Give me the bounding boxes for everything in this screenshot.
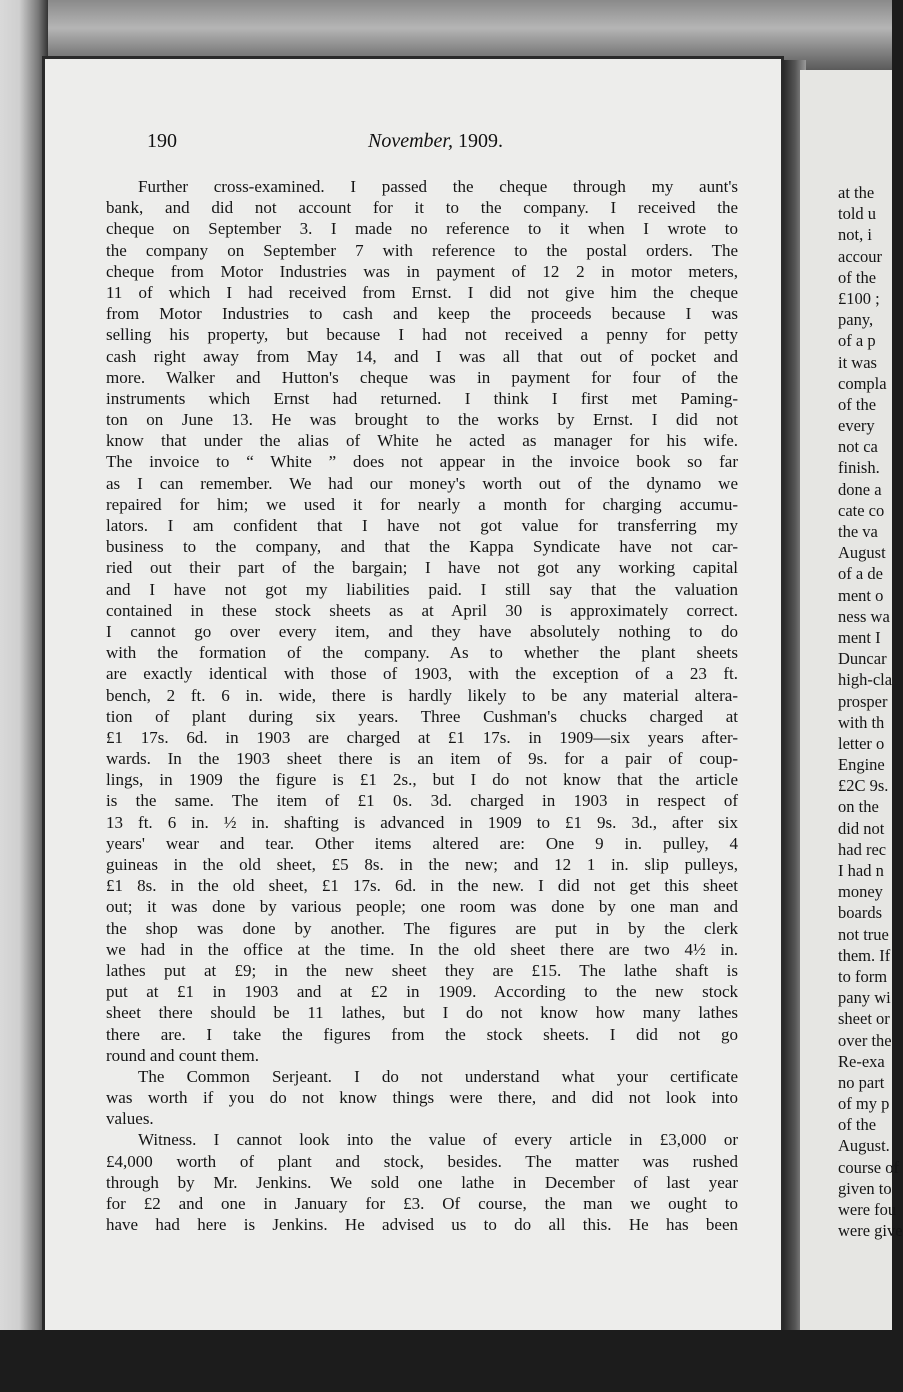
facing-page-fragment: sheet or [838, 1009, 890, 1029]
text-line: through by Mr. Jenkins. We sold one lathe in December of last year [106, 1172, 738, 1192]
facing-page-fragment: them. If [838, 945, 891, 965]
scan-left-edge [0, 0, 48, 1392]
text-line: Witness. I cannot look into the value of every article in £3,000 or [138, 1130, 738, 1150]
facing-page-fragment: at the [838, 183, 875, 202]
text-line: years' wear and tear. Other items altered are: One 9 in. pulley, 4 [106, 833, 738, 853]
text-line: the company on September 7 with reference to the postal orders. The [106, 240, 738, 260]
text-line: instruments which Ernst had returned. I think I first met Paming- [106, 388, 738, 408]
text-line: guineas in the old sheet, £5 8s. in the new; and 12 1 in. slip pulleys, [106, 855, 738, 874]
text-line: The invoice to “ White ” does not appear in the invoice book so far [106, 452, 738, 472]
facing-page-fragment: £2C 9s. [838, 776, 889, 796]
text-line: ried out their part of the bargain; I have not got any working capital [106, 558, 738, 578]
text-line: there are. I take the figures from the stock sheets. I did not go [106, 1024, 738, 1044]
facing-page-fragment: told u [838, 204, 877, 224]
facing-page-fragment: every [838, 416, 875, 436]
text-line: bank, and did not account for it to the company. I received the [106, 198, 738, 218]
facing-page-fragment: on the [838, 797, 879, 817]
facing-page-fragment: Duncar [838, 649, 887, 669]
text-line: was worth if you do not know things were there, and did not look into [106, 1088, 738, 1108]
text-line: repaired for him; we used it for nearly a month for charging accumu- [106, 494, 738, 514]
text-line: out; it was done by various people; one room was done by one man and [106, 897, 738, 917]
facing-page-fragment: of the [838, 1115, 877, 1135]
page-number: 190 [147, 130, 177, 152]
text-line: contained in these stock sheets as at April 30 is approximately correct. [106, 600, 738, 620]
facing-page-fragment: with th [838, 712, 885, 732]
text-line: £4,000 worth of plant and stock, besides. The matter was rushed [106, 1151, 738, 1171]
facing-page-fragment: accour [838, 246, 882, 266]
text-line: lators. I am confident that I have not got value for transferring my [106, 516, 738, 535]
text-line: selling his property, but because I had not received a penny for petty [106, 325, 738, 345]
text-line: 11 of which I had received from Ernst. I did not give him the cheque [106, 282, 738, 302]
text-line: is the same. The item of £1 0s. 3d. charged in 1903 in respect of [106, 791, 738, 811]
facing-page-fragment: the va [838, 522, 878, 541]
facing-page-fragment: no part [838, 1072, 885, 1092]
facing-page-text-fragments [838, 182, 903, 1241]
facing-page-fragment: of my p [838, 1094, 890, 1114]
text-line: cheque from Motor Industries was in payment of 12 2 in motor meters, [106, 261, 738, 281]
text-line: and I have not got my liabilities paid. I still say that the valuation [106, 579, 738, 599]
text-line: from Motor Industries to cash and keep the proceeds because I was [106, 304, 738, 324]
facing-page-fragment: boards [838, 903, 882, 923]
text-line: round and count them. [106, 1045, 259, 1065]
body-text [106, 176, 738, 1235]
facing-page-fragment: compla [838, 373, 887, 393]
text-line: business to the company, and that the Kappa Syndicate have not car- [106, 537, 738, 557]
text-line: lathes put at £9; in the new sheet they are £15. The lathe shaft is [106, 960, 738, 980]
text-line: wards. In the 1903 sheet there is an item of 9s. for a pair of coup- [106, 749, 738, 769]
text-line: I cannot go over every item, and they have absolutely nothing to do [106, 621, 738, 641]
facing-page-fragment: of the [838, 267, 877, 287]
facing-page-fragment: pany, [838, 310, 874, 330]
text-line: ton on June 13. He was brought to the works by Ernst. I did not [106, 410, 738, 430]
text-line: The Common Serjeant. I do not understand what your certificate [138, 1066, 738, 1086]
text-line: have had here is Jenkins. He advised us to do all this. He has been [106, 1215, 738, 1235]
facing-page-fragment: were give [838, 1221, 903, 1241]
facing-page-fragment: of a de [838, 564, 883, 584]
facing-page-fragment: August [838, 543, 886, 563]
facing-page-fragment: over the [838, 1030, 892, 1050]
facing-page-fragment: prosper [838, 691, 888, 711]
facing-page-fragment: not true [838, 924, 889, 944]
facing-page-fragment: pany wi [838, 988, 891, 1008]
scan-bottom-edge [0, 1330, 892, 1392]
facing-page-fragment: money [838, 882, 883, 902]
text-line: £1 8s. in the old sheet, £1 17s. 6d. in the new. I did not get this sheet [106, 876, 738, 896]
facing-page-fragment: not ca [838, 437, 878, 457]
text-line: sheet there should be 11 lathes, but I do not know how many lathes [106, 1003, 738, 1023]
text-line: £1 17s. 6d. in 1903 are charged at £1 17s. in 1909—six years after- [106, 727, 738, 747]
facing-page-fragment: done a [838, 479, 882, 499]
text-line: for £2 and one in January for £3. Of course, the man we ought to [106, 1194, 738, 1213]
facing-page-fragment: ment I [838, 627, 881, 647]
text-line: bench, 2 ft. 6 in. wide, there is hardly likely to be any material altera- [106, 685, 738, 705]
running-head-month: November, [368, 130, 453, 152]
facing-page-fragment: were fou [838, 1200, 897, 1219]
text-line: we had in the office at the time. In the old sheet there are two 4½ in. [106, 939, 738, 959]
text-line: know that under the alias of White he acted as manager for his wife. [106, 431, 738, 451]
running-head [368, 130, 503, 153]
facing-page-fragment: Re-exa [838, 1051, 885, 1071]
facing-page-fragment: not, i [838, 225, 872, 245]
facing-page-fragment: high-cla [838, 670, 893, 690]
text-line: cheque on September 3. I made no reference to it when I wrote to [106, 219, 738, 239]
facing-page-fragment: had rec [838, 839, 887, 859]
text-line: lings, in 1909 the figure is £1 2s., but I do not know that the article [106, 770, 738, 790]
facing-page-fragment: £100 ; [838, 288, 880, 308]
facing-page-fragment: to form [838, 966, 888, 986]
facing-page-fragment: of a p [838, 331, 876, 351]
facing-page-fragment: given to [838, 1178, 892, 1198]
text-line: with the formation of the company. As to whether the plant sheets [106, 643, 738, 663]
facing-page-fragment: I had n [838, 861, 884, 880]
facing-page-fragment: course of [838, 1157, 899, 1177]
facing-page-fragment: cate co [838, 500, 885, 520]
text-line: as I can remember. We had our money's worth out of the dynamo we [106, 473, 738, 493]
text-line: cash right away from May 14, and I was all that out of pocket and [106, 346, 738, 366]
facing-page-fragment: finish. [838, 458, 880, 478]
text-line: the shop was done by another. The figures are put in by the clerk [106, 918, 738, 938]
page-header [0, 130, 892, 158]
facing-page-fragment: it was [838, 352, 877, 372]
text-line: more. Walker and Hutton's cheque was in payment for four of the [106, 367, 738, 387]
facing-page-fragment: did not [838, 818, 885, 838]
running-head-year: 1909. [457, 130, 503, 152]
facing-page-fragment: letter o [838, 733, 885, 753]
text-line: 13 ft. 6 in. ½ in. shafting is advanced in 1909 to £1 9s. 3d., after six [106, 812, 738, 832]
text-line: tion of plant during six years. Three Cushman's chucks charged at [106, 706, 738, 726]
facing-page-fragment: of the [838, 394, 877, 414]
text-line: put at £1 in 1903 and at £2 in 1909. According to the new stock [106, 982, 738, 1002]
text-line: Further cross-examined. I passed the cheque through my aunt's [138, 177, 738, 196]
text-line: values. [106, 1109, 154, 1129]
facing-page-fragment: ment o [838, 585, 884, 605]
text-line: are exactly identical with those of 1903, with the exception of a 23 ft. [106, 664, 738, 684]
facing-page-fragment: ness wa [838, 606, 890, 626]
facing-page-fragment: Engine [838, 755, 885, 775]
facing-page-fragment: August. [838, 1136, 890, 1156]
